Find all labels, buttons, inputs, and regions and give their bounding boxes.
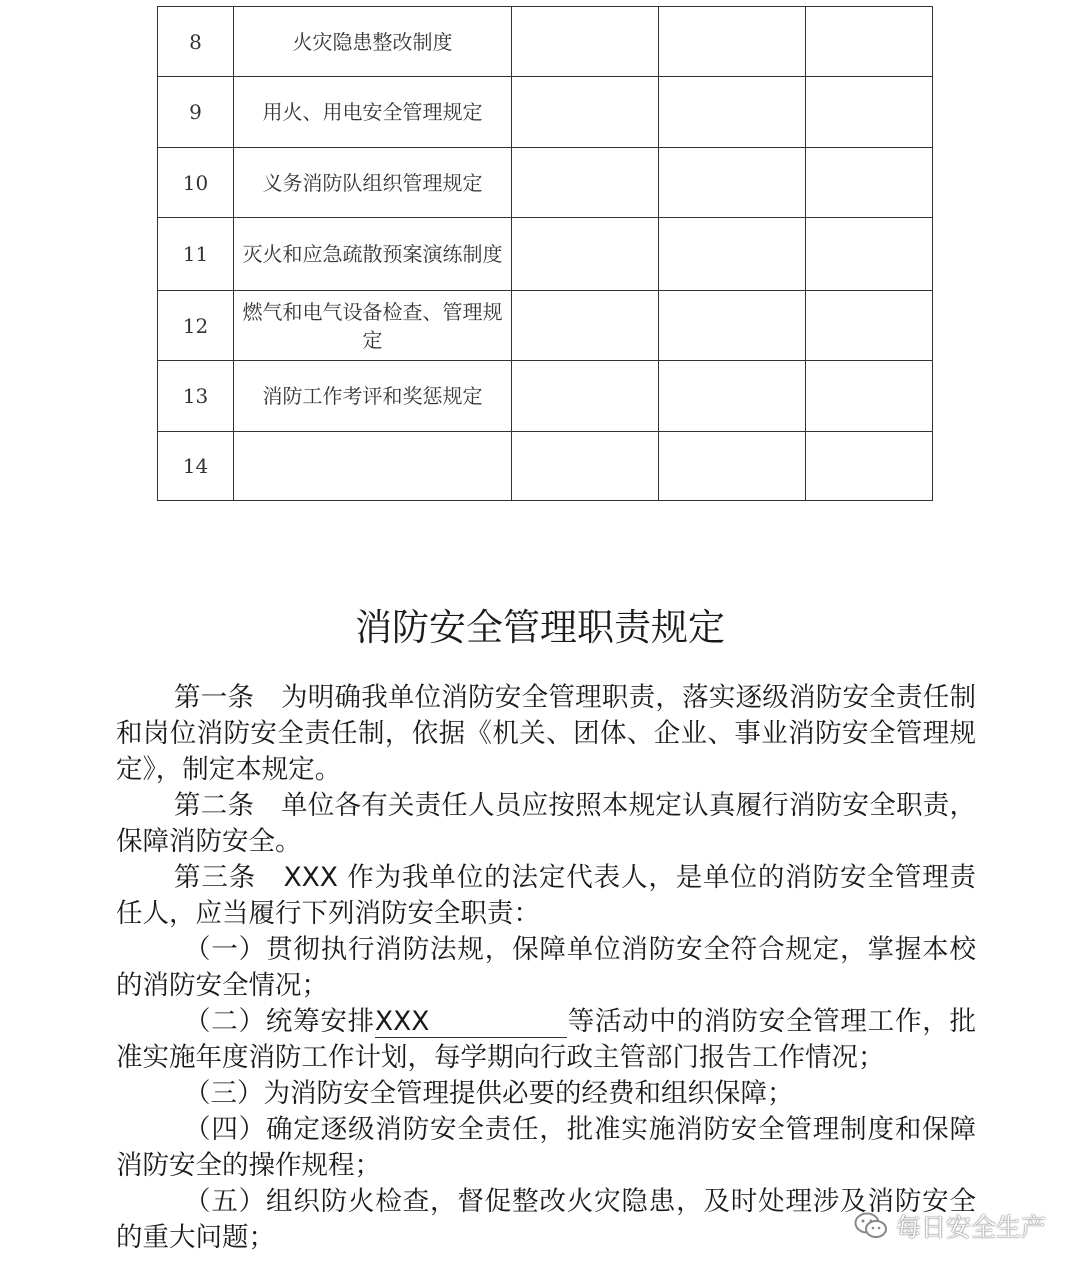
- regulations-table-body: [158, 7, 933, 501]
- row-number: 11: [158, 218, 234, 291]
- empty-cell: [512, 361, 659, 432]
- regulation-name: 义务消防队组织管理规定: [234, 148, 512, 218]
- article-1: 第一条 为明确我单位消防安全管理职责，落实逐级消防安全责任制和岗位消防安全责任制，依据《机关、团体、企业、事业消防安全管理规定》，制定本规定。: [116, 682, 976, 785]
- row-number: 12: [158, 291, 234, 361]
- empty-cell: [659, 218, 806, 291]
- document-body: [116, 680, 976, 1256]
- empty-cell: [806, 7, 933, 77]
- regulation-name: 灭火和应急疏散预案演练制度: [234, 218, 512, 291]
- empty-cell: [806, 361, 933, 432]
- row-number: 8: [158, 7, 234, 77]
- empty-cell: [512, 291, 659, 361]
- regulation-name: [234, 432, 512, 501]
- regulation-name: 消防工作考评和奖惩规定: [234, 361, 512, 432]
- empty-cell: [512, 432, 659, 501]
- empty-cell: [806, 432, 933, 501]
- empty-cell: [659, 77, 806, 148]
- empty-cell: [659, 148, 806, 218]
- table-row: [158, 218, 933, 291]
- empty-cell: [512, 7, 659, 77]
- regulation-name: 用火、用电安全管理规定: [234, 77, 512, 148]
- row-number: 13: [158, 361, 234, 432]
- table-row: [158, 77, 933, 148]
- duty-item-3: （三）为消防安全管理提供必要的经费和组织保障；: [184, 1078, 794, 1109]
- empty-cell: [806, 291, 933, 361]
- table-row: [158, 432, 933, 501]
- empty-cell: [659, 432, 806, 501]
- table-row: [158, 7, 933, 77]
- empty-cell: [659, 361, 806, 432]
- wechat-icon: [854, 1212, 888, 1240]
- empty-cell: [806, 218, 933, 291]
- empty-cell: [512, 218, 659, 291]
- row-number: 14: [158, 432, 234, 501]
- article-3: 第三条 XXX 作为我单位的法定代表人，是单位的消防安全管理责任人，应当履行下列消防安全职责：: [116, 862, 976, 929]
- empty-cell: [659, 7, 806, 77]
- document-title: 消防安全管理职责规定: [355, 606, 725, 649]
- duty-item-4: （四）确定逐级消防安全责任，批准实施消防安全管理制度和保障消防安全的操作规程；: [116, 1114, 976, 1181]
- empty-cell: [512, 148, 659, 218]
- row-number: 10: [158, 148, 234, 218]
- watermark-text: 每日安全生产: [895, 1213, 1046, 1242]
- empty-cell: [806, 77, 933, 148]
- duty-item-1: （一）贯彻执行消防法规，保障单位消防安全符合规定，掌握本校的消防安全情况；: [116, 934, 976, 1001]
- table-row: [158, 291, 933, 361]
- row-number: 9: [158, 77, 234, 148]
- regulations-table: [157, 6, 933, 501]
- empty-cell: [806, 148, 933, 218]
- watermark: [854, 1208, 1046, 1244]
- duty-item-2: [116, 1004, 976, 1076]
- regulation-name: 燃气和电气设备检查、管理规定: [234, 291, 512, 361]
- empty-cell: [659, 291, 806, 361]
- regulation-name: 火灾隐患整改制度: [234, 7, 512, 77]
- duty-item-2-suffix: 等活动中的消防安全管理工作，批准实施年度消防工作计划，每学期向行政主管部门报告工作情况；: [116, 1006, 977, 1073]
- article-2: 第二条 单位各有关责任人员应按照本规定认真履行消防安全职责，保障消防安全。: [116, 790, 976, 857]
- empty-cell: [512, 77, 659, 148]
- fill-in-blank: XXX: [375, 1007, 567, 1038]
- duty-item-5: （五）组织防火检查，督促整改火灾隐患，及时处理涉及消防安全的重大问题；: [116, 1186, 976, 1253]
- table-row: [158, 361, 933, 432]
- table-row: [158, 148, 933, 218]
- duty-item-2-prefix: （二）统筹安排: [184, 1006, 375, 1037]
